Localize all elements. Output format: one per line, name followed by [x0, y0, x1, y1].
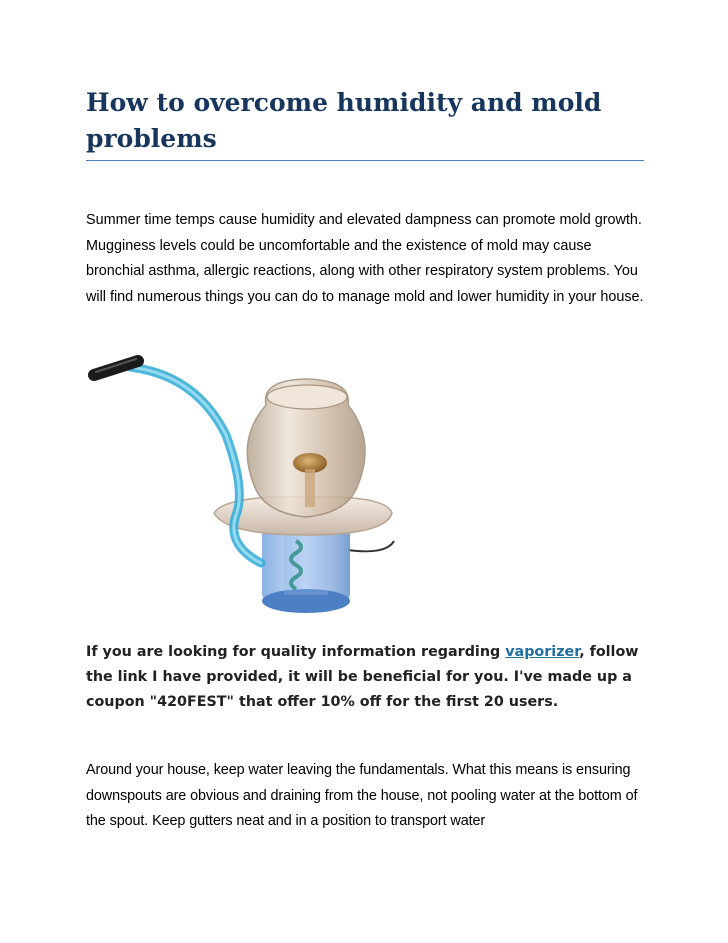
vaporizer-photo: [86, 345, 396, 623]
intro-paragraph: Summer time temps cause humidity and elevated dampness can promote mold growth. Mugginess levels could be uncomfortable and the existence of mold may cause bronchial asthma, allergic reactions, along with other respiratory system problems. You will find numerous things you can do to manage mold and lower humidity in your house.: [86, 212, 644, 305]
promo-text-before-link: If you are looking for quality information regarding: [86, 644, 506, 660]
promo-text-after-link: , follow the link I have provided, it will be beneficial for you. I've made up a coupon "420FEST" that offer 10% off for the first 20 users.: [86, 644, 639, 710]
title-underline-rule: [86, 160, 644, 161]
article-title: How to overcome humidity and mold problems: [86, 88, 602, 153]
promo-paragraph: [86, 640, 646, 715]
body-paragraph: Around your house, keep water leaving the fundamentals. What this means is ensuring downspouts are obvious and draining from the house, not pooling water at the bottom of the spout. Keep gutters neat and in a position to transport water: [86, 762, 638, 829]
vaporizer-link[interactable]: vaporizer: [505, 644, 580, 660]
